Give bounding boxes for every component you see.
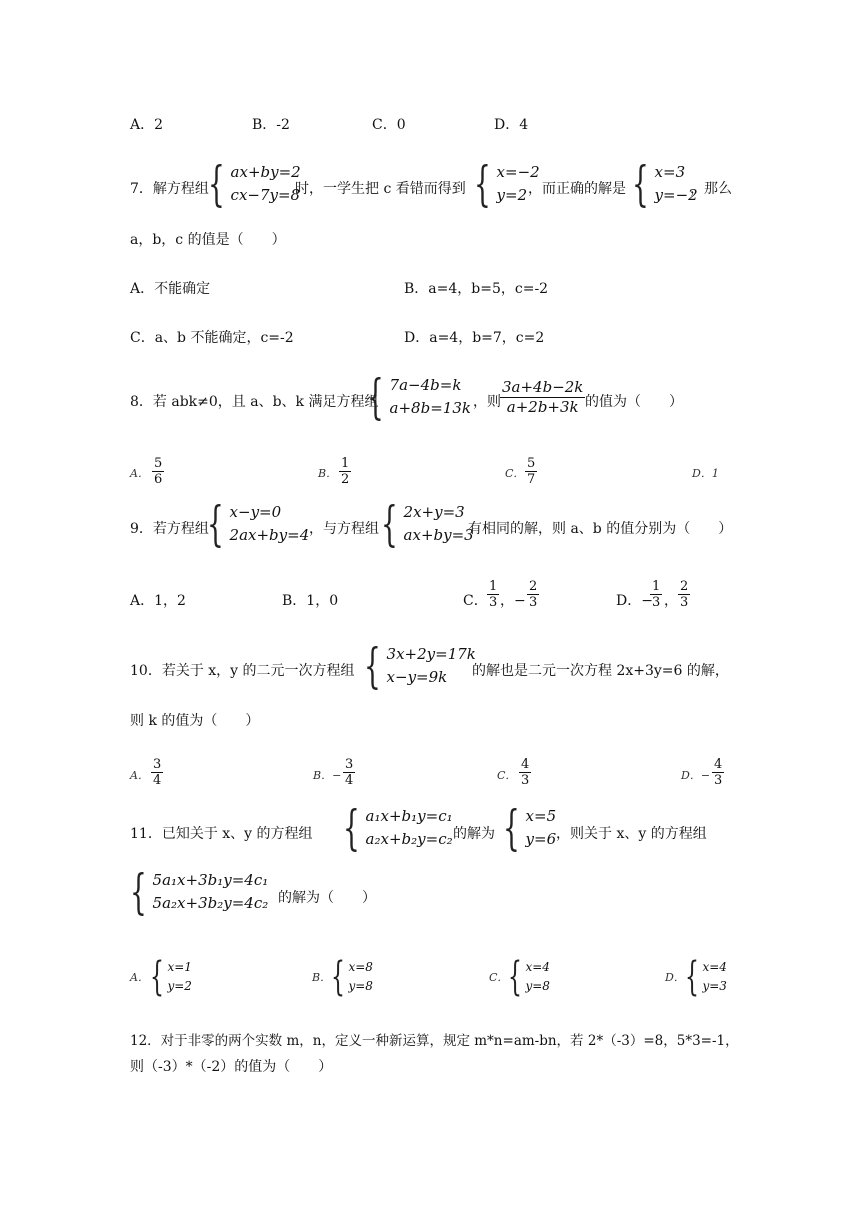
brace-icon: { [331,954,345,1000]
q9-text-1: 9．若方程组 [130,521,209,537]
q9-option-d-fraction-2 [678,579,690,610]
equation: x=5 [525,807,557,825]
equation: x=3 [654,163,686,181]
q9-text-3: 有相同的解，则 a、b 的值分别为（ ） [468,521,733,537]
q11-system-1 [343,800,453,856]
q11-text-4: 的解为（ ） [278,890,376,906]
denominator: 3 [652,595,661,610]
numerator: 3a+4b−2k [502,378,584,396]
numerator: 2 [680,579,689,594]
q9-option-a: A．1，2 [130,593,186,609]
denominator: 6 [154,472,163,487]
q9-option-d-label: D．− [616,593,653,609]
numerator: 1 [341,456,350,471]
equation: x=4 [702,960,727,974]
denominator: 4 [345,773,354,788]
equation: x=1 [167,960,192,974]
q11-text-1: 11．已知关于 x、y 的方程组 [130,826,313,842]
equation: ax+by=2 [230,163,301,181]
q8-option-b-label: B． [318,467,338,480]
q10-text-1: 10．若关于 x，y 的二元一次方程组 [130,663,355,679]
q6-option-a: A．2 [130,117,164,133]
q7-text-4: ，那么 [690,181,732,197]
denominator: 3 [680,595,689,610]
equation: y=8 [348,979,373,993]
numerator: 3 [153,757,162,772]
numerator: 1 [489,579,498,594]
q6-option-c: C．0 [372,117,406,133]
equation: 2ax+by=4 [229,526,310,544]
q11-option-c-label: C． [489,971,509,984]
denominator: a+2b+3k [506,398,579,416]
equation: a₁x+b₁y=c₁ [365,807,453,825]
q10-line-2: 则 k 的值为（ ） [130,713,260,729]
q11-option-d [685,954,727,1000]
q10-option-d-label: D．− [681,769,711,782]
q8-option-c-fraction [525,456,537,487]
q7-line-2: a，b，c 的值是（ ） [130,232,286,248]
q7-option-b: B．a=4，b=5，c=-2 [404,281,549,297]
brace-icon: { [685,954,699,1000]
equation: x−y=0 [229,503,282,521]
numerator: 4 [714,757,723,772]
numerator: 3 [345,757,354,772]
q8-option-c-label: C． [505,467,525,480]
q9-option-c-fraction-1 [487,579,499,610]
q8-text-2: ，则 [473,394,501,410]
brace-icon: { [474,156,491,212]
q9-option-d-sep: ， [664,593,678,609]
q8-fraction [500,378,585,417]
equation: x=−2 [496,163,540,181]
equation: y=2 [167,979,192,993]
brace-icon: { [343,800,360,856]
q10-option-a-fraction [151,757,163,788]
equation: x=4 [525,960,550,974]
equation: y=6 [525,830,557,848]
q6-option-b: B．-2 [252,117,290,133]
brace-icon: { [381,496,398,552]
q8-text-1: 8．若 abk≠0，且 a、b、k 满足方程组 [130,394,379,410]
q10-option-d-fraction [712,757,724,788]
q11-option-b-label: B． [312,971,332,984]
equation: y=8 [525,979,550,993]
q9-system-1 [207,496,310,552]
denominator: 3 [521,773,530,788]
q9-option-c-sep: ，− [500,593,526,609]
q10-option-c-label: C． [497,769,517,782]
q9-option-c-fraction-2 [527,579,539,610]
q11-text-2: 的解为 [453,826,495,842]
equation: 5a₂x+3b₂y=4c₂ [152,894,269,912]
q10-option-c-fraction [519,757,531,788]
q8-option-d: D．1 [692,467,719,480]
q11-solution [503,800,557,856]
denominator: 2 [341,472,350,487]
brace-icon: { [150,954,164,1000]
q7-option-a: A．不能确定 [130,281,211,297]
q12-line-2: 则（-3）*（-2）的值为（ ） [130,1059,333,1075]
q11-option-b [331,954,373,1000]
numerator: 5 [527,456,536,471]
q8-option-a-fraction [152,456,164,487]
equation: a+8b=13k [389,399,471,417]
equation: 3x+2y=17k [386,645,476,663]
numerator: 5 [154,456,163,471]
equation: y=2 [496,186,528,204]
equation: x=8 [348,960,373,974]
q7-option-d: D．a=4，b=7，c=2 [404,330,545,346]
q11-system-2 [130,864,269,920]
q11-option-a-label: A． [130,971,149,984]
q10-text-2: 的解也是二元一次方程 2x+3y=6 的解， [472,663,729,679]
equation: cx−7y=8 [230,186,301,204]
q7-text-2: 时，一学生把 c 看错而得到 [295,181,466,197]
q10-system [364,638,476,694]
brace-icon: { [367,369,384,425]
equation: y=3 [702,979,727,993]
q10-option-b-fraction [343,757,355,788]
equation: ax+by=3 [403,526,474,544]
q8-text-3: 的值为（ ） [585,394,683,410]
q8-option-b-fraction [339,456,351,487]
q7-right-solution [632,156,698,212]
q10-option-b-label: B．− [313,769,342,782]
numerator: 1 [652,579,661,594]
brace-icon: { [208,156,225,212]
brace-icon: { [130,864,147,920]
brace-icon: { [364,638,381,694]
denominator: 4 [153,773,162,788]
q9-option-d-fraction-1 [650,579,662,610]
q6-option-d: D．4 [494,117,529,133]
brace-icon: { [207,496,224,552]
q9-system-2 [381,496,474,552]
brace-icon: { [508,954,522,1000]
equation: y=−2 [654,186,698,204]
q8-system [367,369,471,425]
brace-icon: { [632,156,649,212]
denominator: 7 [527,472,536,487]
equation: 5a₁x+3b₁y=4c₁ [152,871,269,889]
q12-line-1: 12．对于非零的两个实数 m，n，定义一种新运算，规定 m*n=am-bn，若 2*（-3）=8，5*3=-1， [130,1033,739,1049]
q7-system [208,156,301,212]
q9-text-2: ，与方程组 [309,521,379,537]
q9-option-c-label: C． [463,593,488,609]
numerator: 4 [521,757,530,772]
q11-option-a [150,954,192,1000]
q8-option-a-label: A． [130,467,149,480]
q7-text-3: ，而正确的解是 [528,181,626,197]
equation: 7a−4b=k [389,376,462,394]
q9-option-b: B．1，0 [282,593,339,609]
equation: a₂x+b₂y=c₂ [365,830,453,848]
denominator: 3 [529,595,538,610]
q7-text-1: 7．解方程组 [130,181,209,197]
numerator: 2 [529,579,538,594]
equation: x−y=9k [386,668,448,686]
denominator: 3 [489,595,498,610]
q10-option-a-label: A． [130,769,149,782]
q11-option-d-label: D． [665,971,685,984]
q11-text-3: ，则关于 x、y 的方程组 [556,826,707,842]
q11-option-c [508,954,550,1000]
equation: 2x+y=3 [403,503,465,521]
brace-icon: { [503,800,520,856]
q7-option-c: C．a、b 不能确定，c=-2 [130,330,294,346]
denominator: 3 [714,773,723,788]
